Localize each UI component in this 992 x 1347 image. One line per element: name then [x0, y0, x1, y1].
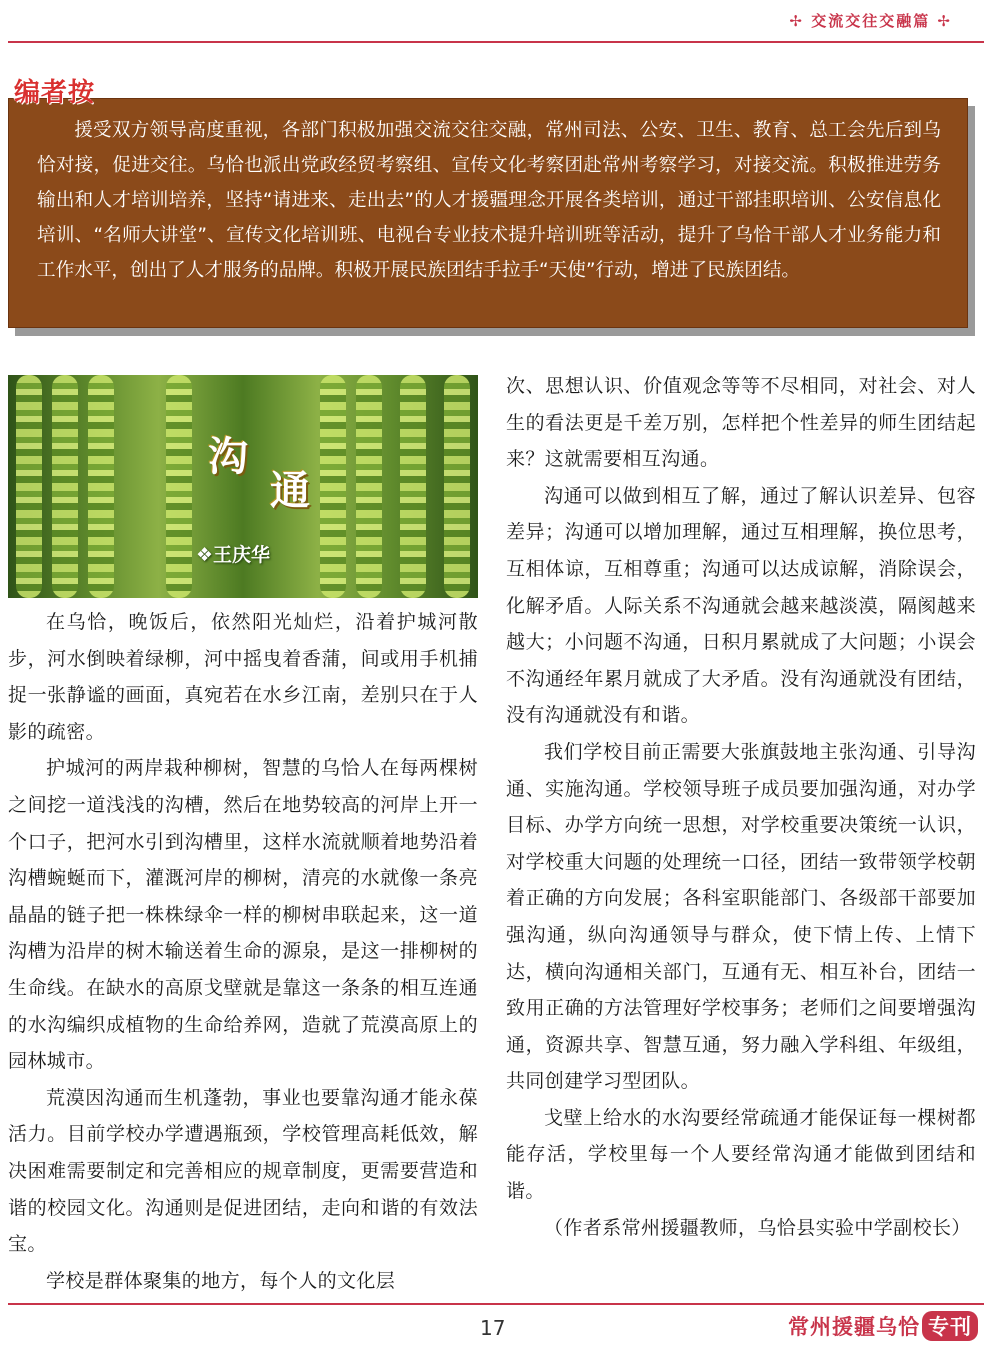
- willow-vine: [88, 375, 114, 598]
- header-divider: [8, 41, 984, 43]
- article-banner-image: [8, 375, 478, 598]
- footer-divider: [8, 1303, 984, 1305]
- article-right-column: [506, 368, 976, 1246]
- article-title-char-1: 沟: [208, 433, 248, 480]
- willow-vine: [444, 375, 470, 598]
- article-paragraph: 我们学校目前正需要大张旗鼓地主张沟通、引导沟通、实施沟通。学校领导班子成员要加强沟通，对办学目标、办学方向统一思想，对学校重要决策统一认识，对学校重大问题的处理统一口径，团结一致带领学校朝着正确的方向发展；各科室职能部门、各级部干部要加强沟通，纵向沟通领导与群众，使下情上传、上情下达，横向沟通相关部门，互通有无、相互补台，团结一致用正确的方法管理好学校事务；老师们之间要增强沟通，资源共享、智慧互通，努力融入学科组、年级组，共同创建学习型团队。: [506, 740, 976, 1093]
- article-paragraph: 沟通可以做到相互了解，通过了解认识差异、包容差异；沟通可以增加理解，通过互相理解，换位思考，互相体谅，互相尊重；沟通可以达成谅解，消除误会，化解矛盾。人际关系不沟通就会越来越淡漠，隔阂越来越大；小问题不沟通，日积月累就成了大问题；小误会不沟通经年累月就成了大矛盾。没有沟通就没有团结，没有沟通就没有和谐。: [506, 484, 976, 727]
- page-number: 17: [480, 1316, 506, 1340]
- willow-vine: [166, 375, 192, 598]
- willow-vine: [52, 375, 78, 598]
- article-paragraph: 荒漠因沟通而生机蓬勃，事业也要靠沟通才能永葆活力。目前学校办学遭遇瓶颈，学校管理高耗低效，解决困难需要制定和完善相应的规章制度，更需要营造和谐的校园文化。沟通则是促进团结，走向和谐的有效法宝。: [8, 1086, 478, 1256]
- author-note: （作者系常州援疆教师，乌恰县实验中学副校长）: [544, 1216, 971, 1239]
- editor-note-text: 援受双方领导高度重视，各部门积极加强交流交往交融，常州司法、公安、卫生、教育、总工会先后到乌恰对接，促进交往。乌恰也派出党政经贸考察组、宣传文化考察团赴常州考察学习，对接交流。积极推进劳务输出和人才培训培养，坚持“请进来、走出去”的人才援疆理念开展各类培训，通过干部挂职培训、公安信息化培训、“名师大讲堂”、宣传文化培训班、电视台专业技术提升培训班等活动，提升了乌恰干部人才业务能力和工作水平，创出了人才服务的品牌。积极开展民族团结手拉手“天使”行动，增进了民族团结。: [37, 120, 941, 281]
- willow-vine: [16, 375, 42, 598]
- article-paragraph: 护城河的两岸栽种柳树，智慧的乌恰人在每两棵树之间挖一道浅浅的沟槽，然后在地势较高的河岸上开一个口子，把河水引到沟槽里，这样水流就顺着地势沿着沟槽蜿蜒而下，灌溉河岸的柳树，清亮的水就像一条亮晶晶的链子把一株株绿伞一样的柳树串联起来，这一道沟槽为沿岸的树木输送着生命的源泉，是这一排柳树的生命线。在缺水的高原戈壁就是靠这一条条的相互连通的水沟编织成植物的生命给养网，造就了荒漠高原上的园林城市。: [8, 757, 478, 1073]
- willow-vine: [320, 375, 346, 598]
- footer-brand-tag: 专刊: [922, 1311, 978, 1341]
- article-paragraph-continuation: 次、思想认识、价值观念等等不尽相同，对社会、对人生的看法更是千差万别，怎样把个性差异的师生团结起来？这就需要相互沟通。: [506, 375, 976, 471]
- section-label: ✢ 交流交往交融篇 ✢: [789, 12, 952, 30]
- article-author: ❖王庆华: [196, 544, 271, 566]
- editor-note-title: 编者按: [14, 78, 96, 108]
- article-paragraph: 学校是群体聚集的地方，每个人的文化层: [46, 1269, 396, 1292]
- footer-brand-name: 常州援疆乌恰: [788, 1315, 920, 1339]
- footer-brand: [788, 1311, 978, 1341]
- editor-note-box: [8, 98, 968, 328]
- article-paragraph: 戈壁上给水的水沟要经常疏通才能保证每一棵树都能存活，学校里每一个人要经常沟通才能做到团结和谐。: [506, 1106, 976, 1203]
- article-paragraph: 在乌恰，晚饭后，依然阳光灿烂，沿着护城河散步，河水倒映着绿柳，河中摇曳着香蒲，间或用手机捕捉一张静谧的画面，真宛若在水乡江南，差别只在于人影的疏密。: [8, 611, 478, 743]
- willow-vine: [356, 375, 382, 598]
- article-title-char-2: 通: [270, 467, 310, 514]
- article-left-column: [8, 604, 478, 1299]
- willow-vine: [400, 375, 426, 598]
